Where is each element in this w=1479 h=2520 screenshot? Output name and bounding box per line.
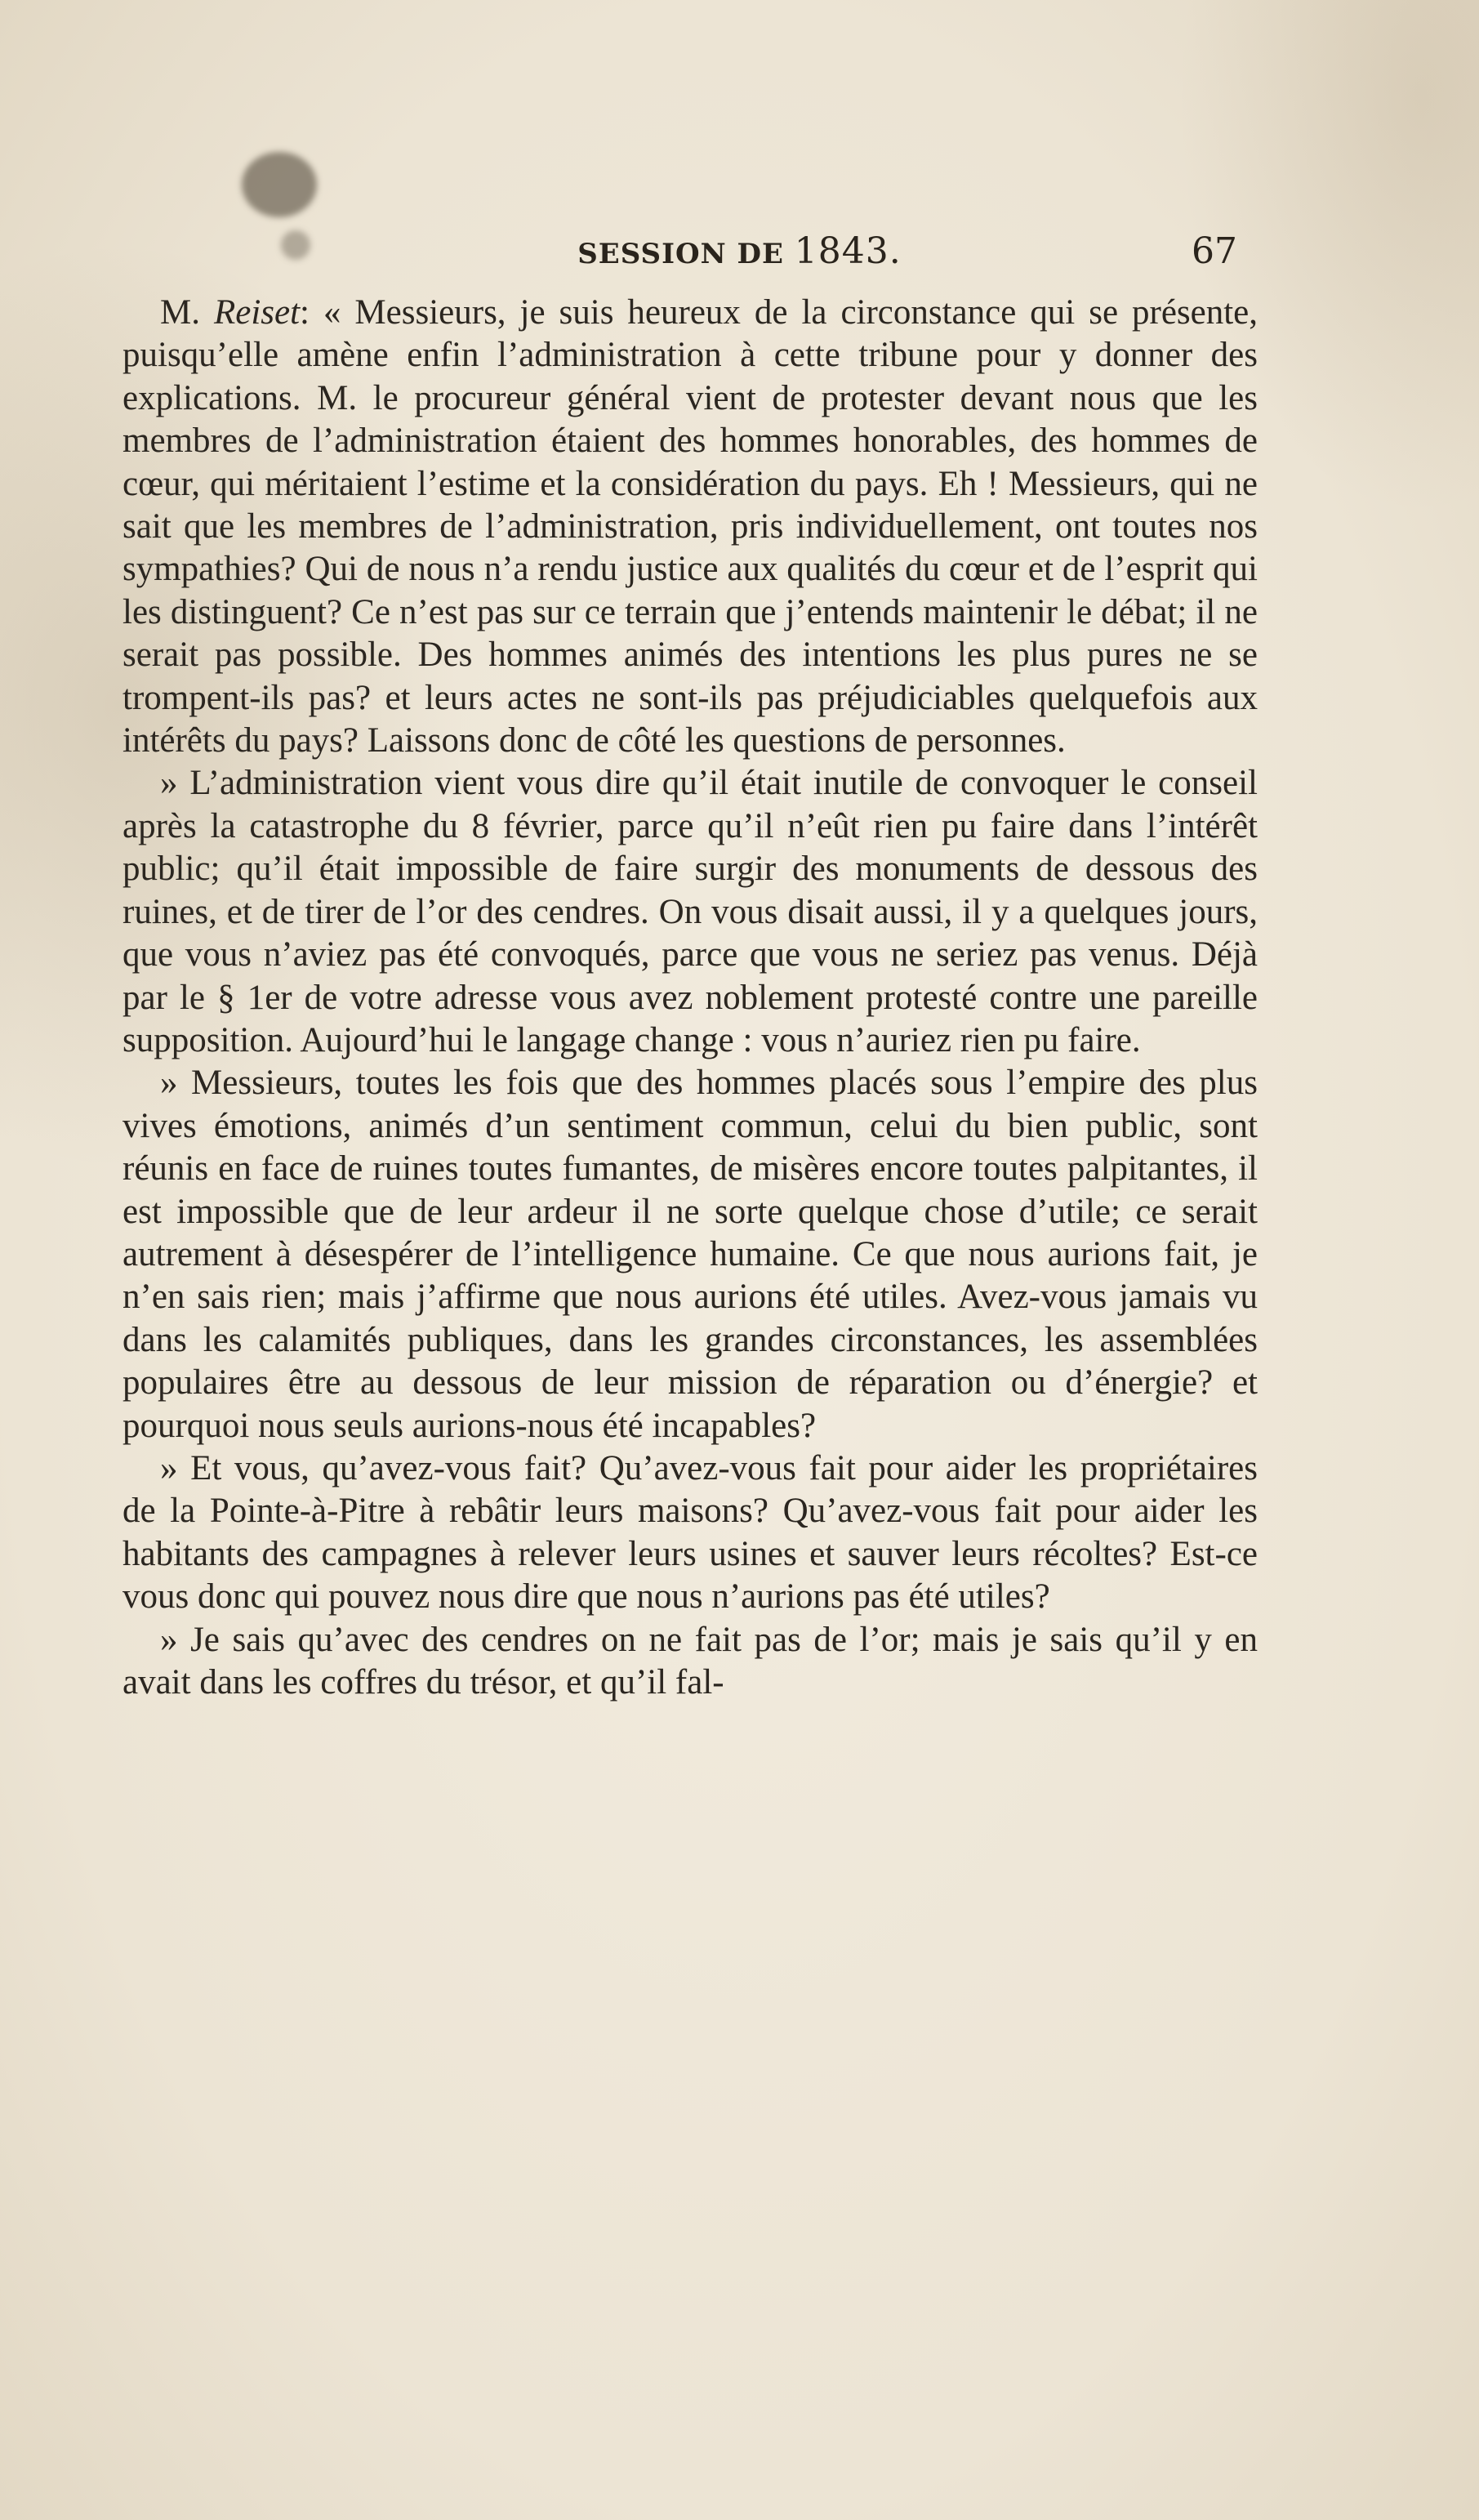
running-title-year: 1843.: [794, 230, 902, 272]
ink-stain: [242, 152, 317, 217]
paragraph-5: » Je sais qu’avec des cendres on ne fait pas de l’or; mais je sais qu’il y en avait dans les coffres du trésor, et qu’il fal-: [123, 1620, 1258, 1702]
running-title-text: SESSION DE: [577, 238, 784, 270]
paragraph-1-text: : « Messieurs, je suis heureux de la circonstance qui se présente, puisqu’elle amène enfin l’administration à cette tribune pour y donner des explications. M. le procureur général vient de protester devant nous que les membres de l’administration étaient des hommes honorables, des hommes de cœur, qui méritaient l’estime et la considération du pays. Eh ! Messieurs, qui ne sait que les membres de l’administration, pris individuellement, ont toutes nos sympathies? Qui de nous n’a rendu justice aux qualités du cœur et de l’esprit qui les distinguent? Ce n’est pas sur ce terrain que j’entends maintenir le débat; il ne serait pas possible. Des hommes animés des intentions les plus pures ne se trompent-ils pas? et leurs actes ne sont-ils pas préjudiciables quelquefois aux intérêts du pays? Laissons donc de côté les questions de personnes.: [123, 293, 1258, 760]
paragraph-1: [123, 292, 1258, 762]
running-head: [0, 230, 1479, 279]
running-title: [0, 230, 1479, 272]
page-number: 67: [1192, 230, 1237, 272]
speech-text: [123, 292, 1258, 1704]
paragraph-3: » Messieurs, toutes les fois que des hommes placés sous l’empire des plus vives émotions, animés d’un sentiment commun, celui du bien public, sont réunis en face de ruines toutes fumantes, de misères encore toutes palpitantes, il est impossible que de leur ardeur il ne sorte quelque chose d’utile; ce serait autrement à désespérer de l’intelligence humaine. Ce que nous aurions fait, je n’en sais rien; mais j’affirme que nous aurions été utiles. Avez-vous jamais vu dans les calamités publiques, dans les grandes circonstances, les assemblées populaires être au dessous de leur mission de réparation ou d’énergie? et pourquoi nous seuls aurions-nous été incapables?: [123, 1064, 1258, 1445]
paragraph-2: » L’administration vient vous dire qu’il était inutile de convoquer le conseil après la catastrophe du 8 février, parce qu’il n’eût rien pu faire dans l’intérêt public; qu’il était impossible de faire surgir des monuments de dessous des ruines, et de tirer de l’or des cendres. On vous disait aussi, il y a quelques jours, que vous n’aviez pas été convoqués, parce que vous ne seriez pas venus. Déjà par le § 1er de votre adresse vous avez noblement protesté contre une pareille supposition. Aujourd’hui le langage change : vous n’auriez rien pu faire.: [123, 764, 1258, 1059]
speaker-name: Reiset: [213, 293, 301, 332]
speaker-prefix: M.: [160, 293, 200, 332]
paragraph-4: » Et vous, qu’avez-vous fait? Qu’avez-vous fait pour aider les propriétaires de la Pointe-à-Pitre à rebâtir leurs maisons? Qu’avez-vous fait pour aider les habitants des campagnes à relever leurs usines et sauver leurs récoltes? Est-ce vous donc qui pouvez nous dire que nous n’aurions pas été utiles?: [123, 1448, 1258, 1617]
